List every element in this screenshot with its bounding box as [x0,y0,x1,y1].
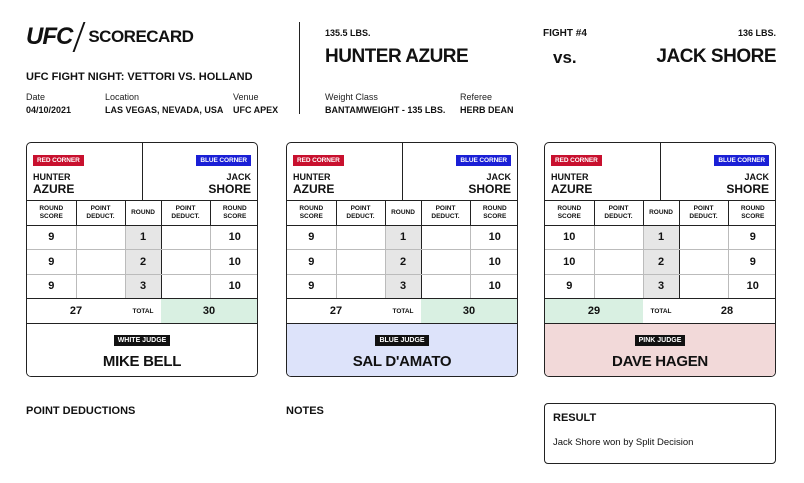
red-point-deduct [76,250,125,275]
judge-section [545,324,775,376]
red-point-deduct [336,225,385,250]
result-text: Jack Shore won by Split Decision [553,437,694,448]
red-corner [287,143,403,200]
red-corner-badge: RED CORNER [33,155,84,166]
round-number: 3 [125,274,161,299]
round-row [27,225,258,250]
red-first-name: HUNTER [33,172,71,182]
blue-total: 30 [161,299,257,323]
judge-name: MIKE BELL [102,353,182,370]
judge-name: DAVE HAGEN [612,353,708,370]
red-first-name: HUNTER [293,172,331,182]
red-first-name: HUNTER [551,172,589,182]
blue-round-score: 10 [470,225,518,250]
logo-divider [73,22,86,52]
blue-round-score: 10 [210,250,258,275]
blue-point-deduct [161,225,210,250]
corner-header [287,143,517,201]
red-total: 29 [545,299,643,323]
blue-round-score-header: ROUND SCORE [470,201,518,225]
red-round-score-header: ROUND SCORE [27,201,76,225]
blue-first-name: JACK [744,172,769,182]
blue-point-deduct [679,274,728,299]
fight-number: FIGHT #4 [543,28,587,39]
round-number: 2 [125,250,161,275]
red-round-score: 9 [27,250,76,275]
header-divider [299,22,300,114]
red-total: 27 [69,305,83,317]
red-last-name: AZURE [551,182,593,196]
totals-row [27,299,257,324]
judge-role-badge: PINK JUDGE [635,335,686,346]
red-last-name: AZURE [293,182,335,196]
blue-round-score: 10 [210,225,258,250]
blue-round-score: 10 [470,274,518,299]
blue-last-name: SHORE [468,182,511,196]
blue-corner-badge: BLUE CORNER [196,155,251,166]
venue-label: Venue [233,92,259,102]
blue-round-score: 9 [728,250,776,275]
round-row [27,274,258,299]
judge-name: SAL D'AMATO [352,353,452,370]
date-label: Date [26,92,46,102]
red-round-score-header: ROUND SCORE [287,201,336,225]
blue-corner [661,143,776,200]
judge-section [287,324,517,376]
red-round-score: 9 [287,225,336,250]
round-row [545,274,776,299]
red-corner-badge: RED CORNER [551,155,602,166]
round-number: 1 [385,225,421,250]
judge-scorecard-3 [544,142,776,377]
blue-point-deduct [421,274,470,299]
vs-text: vs. [553,48,577,67]
total-label: TOTAL [392,307,414,315]
blue-total: 28 [720,305,734,317]
blue-point-deduct [161,250,210,275]
round-number: 2 [643,250,679,275]
red-round-score: 9 [287,274,336,299]
total-label: TOTAL [132,307,154,315]
blue-last-name: SHORE [726,182,769,196]
round-number: 3 [385,274,421,299]
red-last-name: AZURE [33,182,75,196]
round-number: 2 [385,250,421,275]
score-table [27,201,258,299]
score-table [545,201,776,299]
red-point-deduct [76,225,125,250]
totals-row [545,299,775,324]
red-round-score: 10 [545,250,594,275]
red-fighter-name: HUNTER AZURE [325,46,469,67]
blue-last-name: SHORE [208,182,251,196]
ufc-logo [26,22,193,52]
judge-section [27,324,257,376]
red-round-score: 10 [545,225,594,250]
blue-corner-badge: BLUE CORNER [456,155,511,166]
red-point-deduct-header: POINT DEDUCT. [594,201,643,225]
blue-point-deduct [421,250,470,275]
red-point-deduct [336,250,385,275]
blue-total: 30 [421,299,517,323]
round-header: ROUND [643,201,679,225]
location-value: LAS VEGAS, NEVADA, USA [105,105,224,115]
judge-role-badge: WHITE JUDGE [114,335,171,346]
blue-weight: 136 LBS. [737,28,776,38]
red-corner [545,143,661,200]
round-header: ROUND [125,201,161,225]
blue-round-score: 9 [728,225,776,250]
blue-corner [403,143,518,200]
blue-point-deduct-header: POINT DEDUCT. [421,201,470,225]
red-round-score: 9 [27,274,76,299]
red-point-deduct [594,225,643,250]
notes-heading: NOTES [286,405,324,417]
date-value: 04/10/2021 [26,105,72,115]
total-label: TOTAL [650,307,672,315]
red-point-deduct [76,274,125,299]
weight-class-label: Weight Class [325,92,378,102]
event-name: UFC FIGHT NIGHT: VETTORI VS. HOLLAND [26,71,253,83]
score-table-header [27,201,258,225]
blue-point-deduct [421,225,470,250]
round-row [545,250,776,275]
round-row [287,274,518,299]
round-row [287,250,518,275]
point-deductions-heading: POINT DEDUCTIONS [26,405,136,417]
blue-point-deduct [679,225,728,250]
referee-value: HERB DEAN [460,105,514,115]
venue-value: UFC APEX [233,105,279,115]
judge-role-badge: BLUE JUDGE [375,335,428,346]
blue-corner-badge: BLUE CORNER [714,155,769,166]
blue-round-score: 10 [470,250,518,275]
round-header: ROUND [385,201,421,225]
red-point-deduct [594,274,643,299]
red-total: 27 [329,305,343,317]
red-round-score: 9 [27,225,76,250]
round-row [545,225,776,250]
score-table-header [287,201,518,225]
score-table [287,201,518,299]
red-corner [27,143,143,200]
score-table-header [545,201,776,225]
round-row [287,225,518,250]
blue-first-name: JACK [486,172,511,182]
result-box [544,403,776,464]
blue-round-score: 10 [210,274,258,299]
blue-first-name: JACK [226,172,251,182]
referee-label: Referee [460,92,493,102]
red-point-deduct [594,250,643,275]
red-corner-badge: RED CORNER [293,155,344,166]
corner-header [545,143,775,201]
blue-round-score: 10 [728,274,776,299]
location-label: Location [105,92,140,102]
blue-round-score-header: ROUND SCORE [728,201,776,225]
page-title: SCORECARD [88,27,194,46]
weight-class-value: BANTAMWEIGHT - 135 LBS. [325,105,446,115]
blue-round-score-header: ROUND SCORE [210,201,258,225]
totals-row [287,299,517,324]
blue-point-deduct [679,250,728,275]
round-row [27,250,258,275]
blue-point-deduct-header: POINT DEDUCT. [679,201,728,225]
logo-text: UFC [26,23,73,50]
red-round-score-header: ROUND SCORE [545,201,594,225]
judge-scorecard-2 [286,142,518,377]
round-number: 3 [643,274,679,299]
result-heading: RESULT [553,412,597,424]
judge-scorecard-1 [26,142,258,377]
red-point-deduct-header: POINT DEDUCT. [76,201,125,225]
blue-point-deduct-header: POINT DEDUCT. [161,201,210,225]
blue-point-deduct [161,274,210,299]
blue-fighter-name: JACK SHORE [656,46,776,67]
red-round-score: 9 [545,274,594,299]
red-point-deduct [336,274,385,299]
corner-header [27,143,257,201]
red-point-deduct-header: POINT DEDUCT. [336,201,385,225]
round-number: 1 [643,225,679,250]
blue-corner [143,143,258,200]
red-round-score: 9 [287,250,336,275]
round-number: 1 [125,225,161,250]
red-weight: 135.5 LBS. [325,28,371,38]
